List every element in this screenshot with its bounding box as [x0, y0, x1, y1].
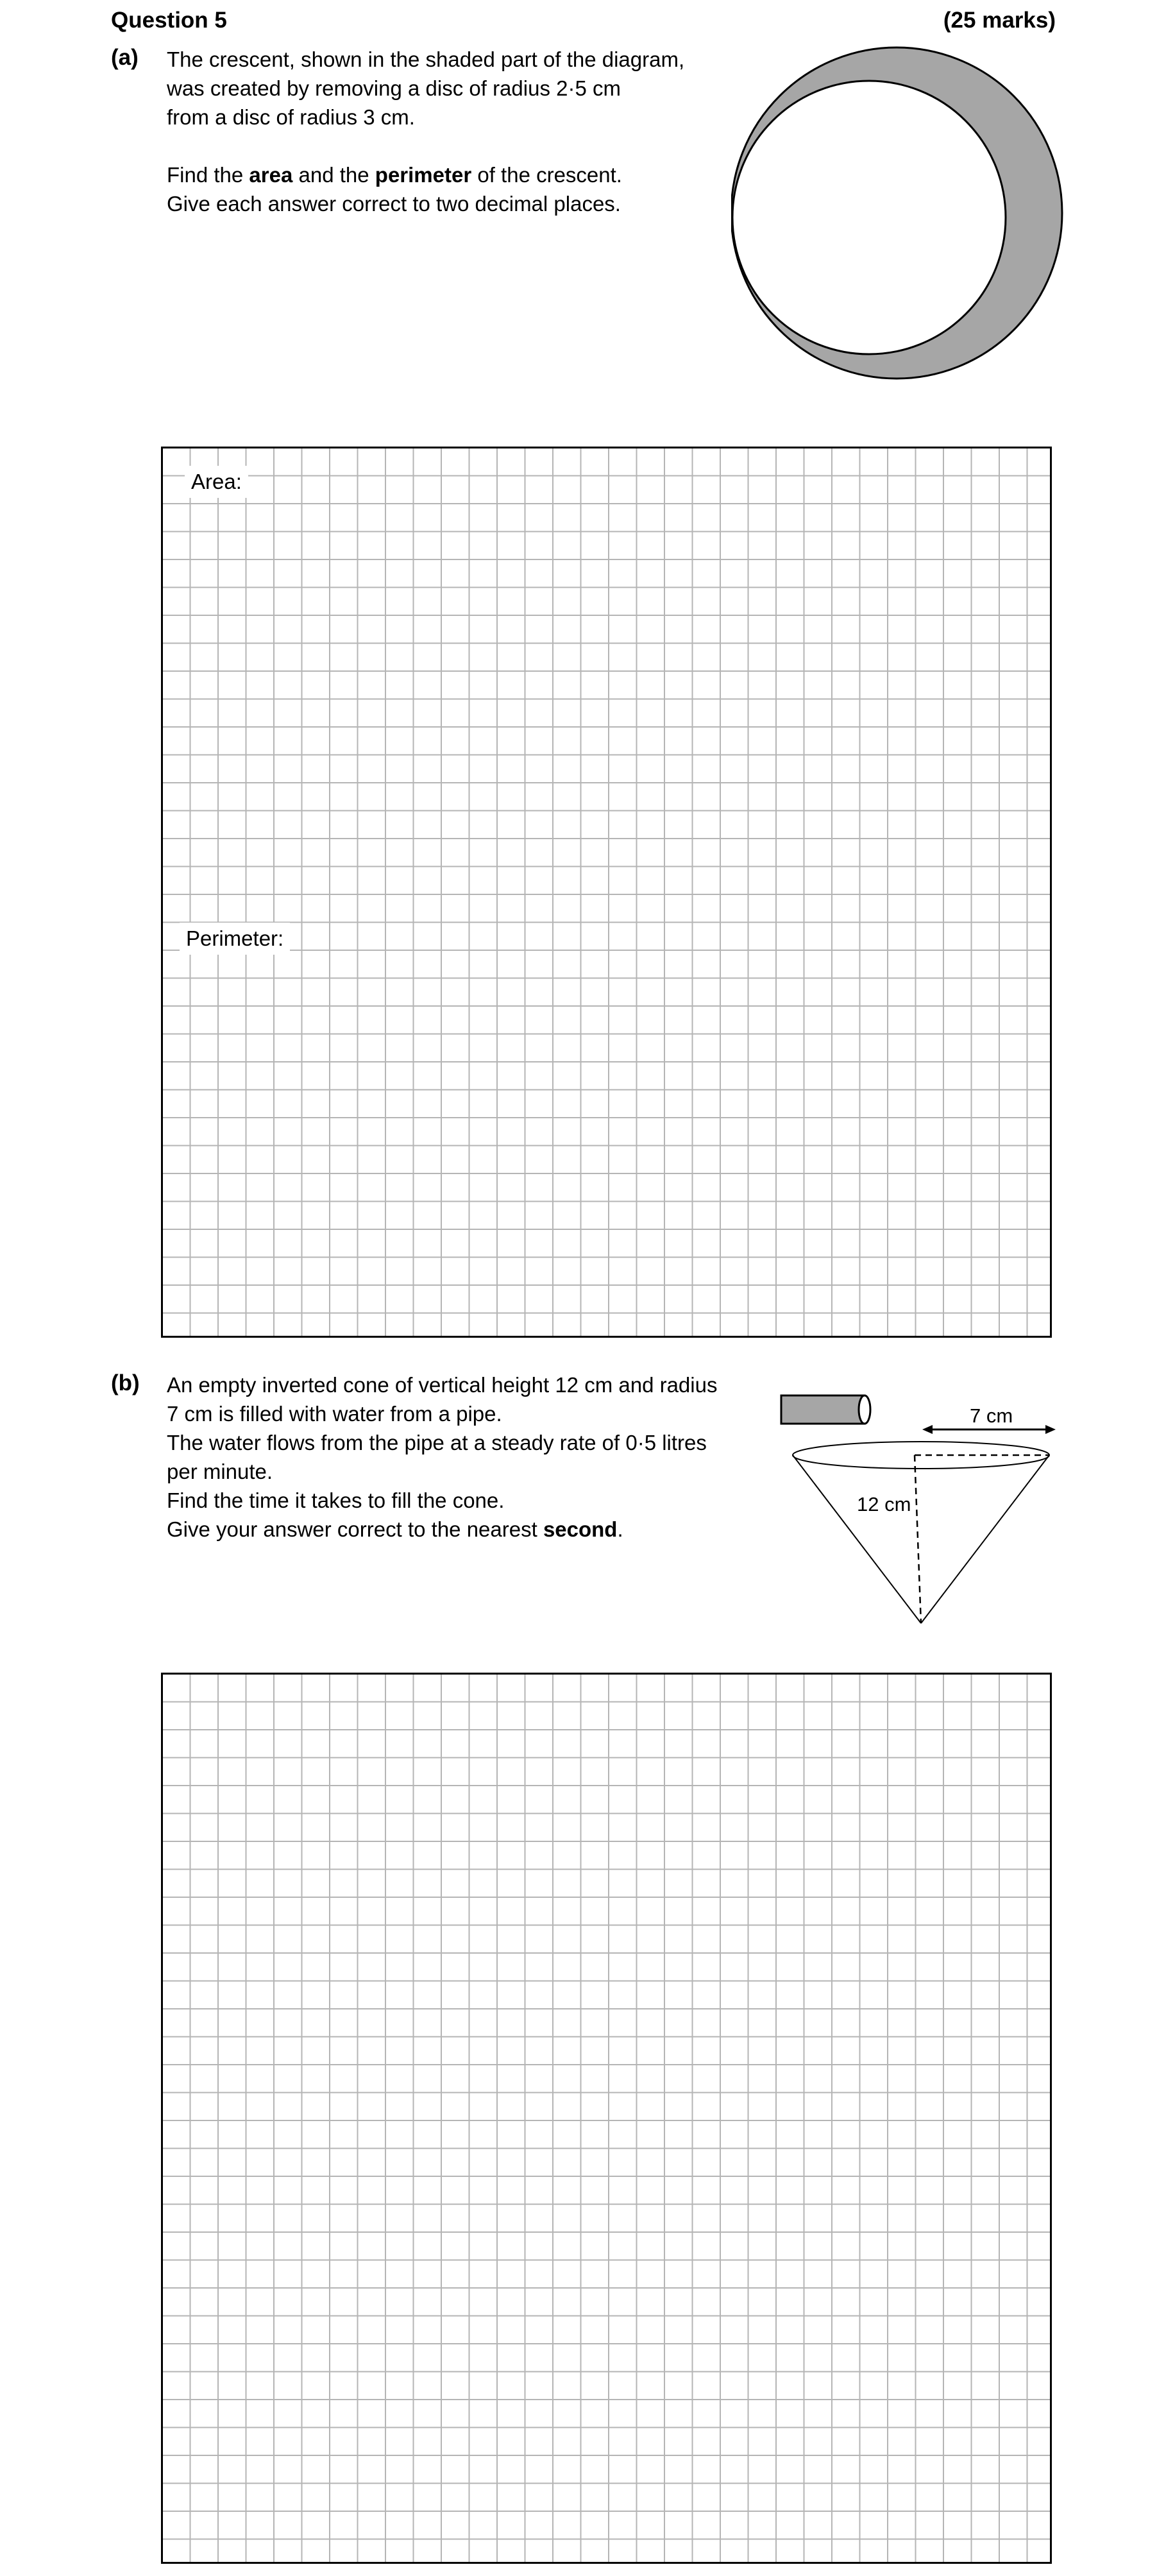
cone-side-right — [921, 1455, 1049, 1623]
part-b-final-line: Give your answer correct to the nearest second. — [167, 1517, 623, 1541]
part-b-line: 7 cm is filled with water from a pipe. — [167, 1402, 502, 1426]
answer-grid-b[interactable] — [161, 1673, 1052, 2564]
pipe-end — [859, 1395, 870, 1424]
height-label: 12 cm — [857, 1493, 911, 1515]
pipe-body — [781, 1395, 865, 1424]
answer-grid-a[interactable] — [161, 447, 1052, 1338]
crescent-diagram — [731, 38, 1077, 391]
part-a-label: (a) — [111, 45, 139, 70]
radius-label: 7 cm — [970, 1404, 1013, 1427]
part-b-line: An empty inverted cone of vertical height 12 cm and radius — [167, 1373, 718, 1397]
marks-label: (25 marks) — [943, 8, 1056, 33]
part-b-text — [167, 1370, 717, 1544]
area-label: Area: — [185, 466, 248, 498]
cone-side-left — [793, 1455, 921, 1623]
part-a-line: The crescent, shown in the shaded part of the diagram, — [167, 47, 685, 71]
part-b-line: The water flows from the pipe at a steady rate of 0·5 litres — [167, 1431, 707, 1454]
part-b-line: Find the time it takes to fill the cone. — [167, 1488, 505, 1512]
radius-arrowhead-left — [922, 1425, 933, 1434]
cone-diagram — [770, 1383, 1065, 1626]
part-a-line: was created by removing a disc of radius 2·5 cm — [167, 76, 621, 100]
part-b-label: (b) — [111, 1370, 140, 1395]
height-dashed-line — [915, 1455, 921, 1623]
part-a-instruction: Find the area and the perimeter of the crescent. — [167, 163, 622, 187]
part-b-line: per minute. — [167, 1460, 273, 1483]
part-a-instruction-2: Give each answer correct to two decimal places. — [167, 192, 621, 216]
question-title: Question 5 — [111, 8, 227, 33]
perimeter-label: Perimeter: — [180, 923, 290, 955]
radius-arrowhead-right — [1045, 1425, 1056, 1434]
part-a-line: from a disc of radius 3 cm. — [167, 105, 415, 129]
inner-disc — [732, 81, 1006, 354]
part-a-text — [167, 45, 684, 218]
